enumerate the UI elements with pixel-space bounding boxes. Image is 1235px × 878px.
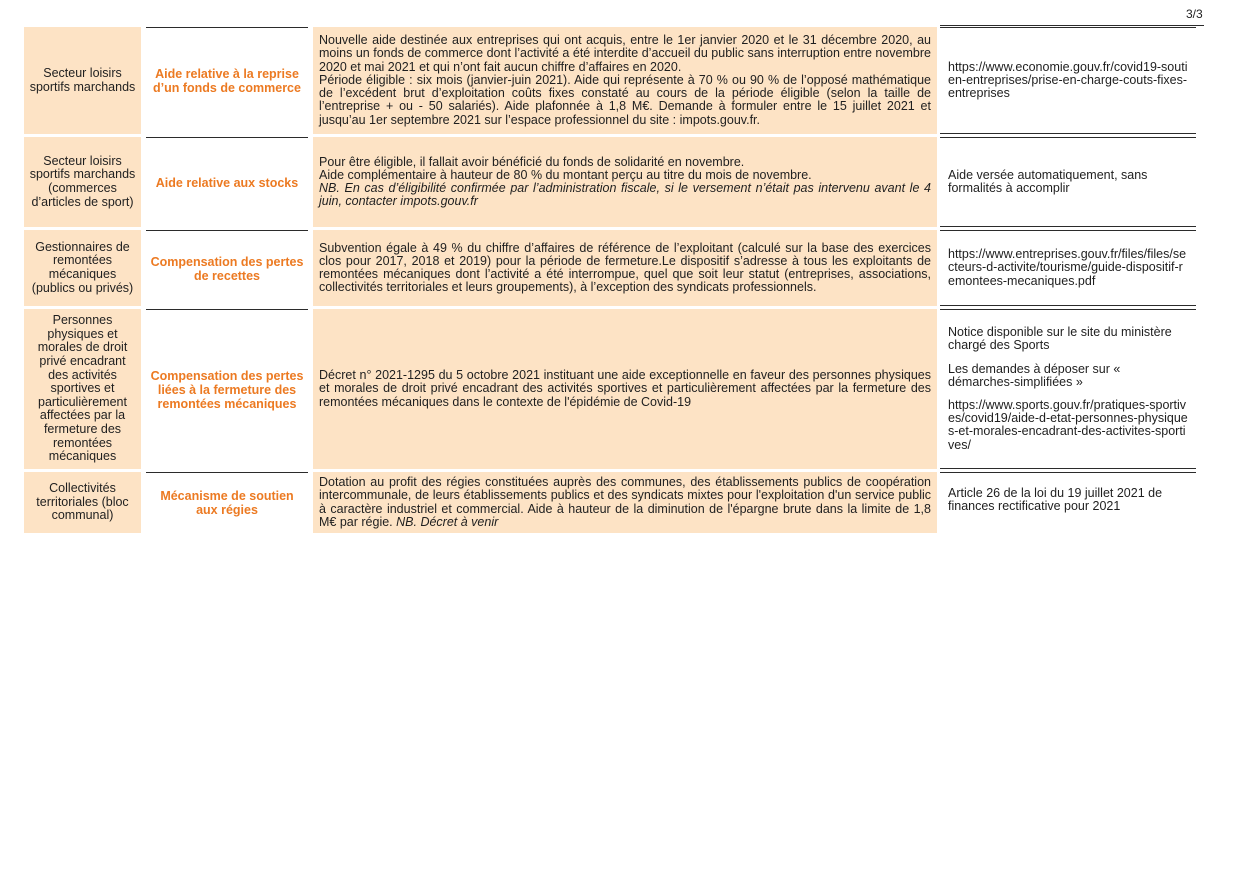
page-number: 3/3 <box>1186 7 1203 21</box>
table-row <box>24 472 1196 533</box>
aid-name-cell: Aide relative à la reprise d’un fonds de commerce <box>146 27 308 134</box>
description-paragraph: Subvention égale à 49 % du chiffre d’affaires de référence de l’exploitant (calculé sur la base des exercices clos pour 2017, 2018 et 2019) pour la période de fermeture.Le dispositif s’adresse à tous les exploitants de remontées mécaniques dont l’activité a été interrompue, quel que soit leur statut (entreprises, associations, collectivités territoriales et leurs groupements), à l’exception des syndicats professionnels. <box>319 240 931 295</box>
info-cell <box>940 230 1196 306</box>
aid-name-cell: Compensation des pertes liées à la fermeture des remontées mécaniques <box>146 309 308 469</box>
description-paragraph: Décret n° 2021-1295 du 5 octobre 2021 instituant une aide exceptionnelle en faveur des personnes physiques et morales de droit privé encadrant des activités sportives et particulièrement affectées par la fermeture des remontées mécaniques dans le contexte de l'épidémie de Covid-19 <box>319 368 931 409</box>
description-paragraph: Aide complémentaire à hauteur de 80 % du montant perçu au titre du mois de novembre. <box>319 167 812 182</box>
info-text: Article 26 de la loi du 19 juillet 2021 de finances rectificative pour 2021 <box>948 486 1163 514</box>
info-cell <box>940 27 1196 134</box>
description-cell <box>313 309 937 469</box>
beneficiary-cell: Collectivités territoriales (bloc communal) <box>24 472 141 533</box>
info-link[interactable]: https://www.sports.gouv.fr/pratiques-sportives/covid19/aide-d-etat-personnes-physiques-et-morales-encadrant-des-activites-sportives/ <box>948 398 1188 452</box>
info-text: Aide versée automatiquement, sans formalités à accomplir <box>948 167 1148 195</box>
table-row <box>24 309 1196 469</box>
description-paragraph: Nouvelle aide destinée aux entreprises qui ont acquis, entre le 1er janvier 2020 et le 31 décembre 2020, au moins un fonds de commerce dont l’activité a été interdite d’accueil du public sans interruption entre novembre 2020 et mai 2021 et qui n’ont fait aucun chiffre d’affaires en 2020. <box>319 33 931 74</box>
description-cell <box>313 472 937 533</box>
info-cell <box>940 472 1196 533</box>
description-cell <box>313 137 937 227</box>
info-text: Les demandes à déposer sur « démarches-simplifiées » <box>948 361 1121 389</box>
aid-name-cell: Mécanisme de soutien aux régies <box>146 472 308 533</box>
beneficiary-cell: Gestionnaires de remontées mécaniques (publics ou privés) <box>24 230 141 306</box>
aid-name-cell: Compensation des pertes de recettes <box>146 230 308 306</box>
description-paragraph <box>319 476 931 529</box>
table-row <box>24 137 1196 227</box>
description-cell <box>313 230 937 306</box>
description-paragraph: Période éligible : six mois (janvier-juin 2021). Aide qui représente à 70 % ou 90 % de l’opposé mathématique de l’excédent brut d’exploitation coûts fixes constaté au cours de la période éligible (selon la taille de l’entreprise + ou - 50 salariés). Aide plafonnée à 1,8 M€. Demande à formuler entre le 15 juillet 2021 et jusqu’au 1er septembre 2021 sur l’espace professionnel du site : impots.gouv.fr. <box>319 72 931 127</box>
description-cell <box>313 27 937 134</box>
info-text: Notice disponible sur le site du ministère chargé des Sports <box>948 325 1172 353</box>
description-text: Dotation au profit des régies constituées auprès des communes, des établissements publics de coopération intercommunale, de leurs établissements publics et des syndicats mixtes pour l'exploitation d'un service public à caractère industriel et commercial. Aide à hauteur de la diminution de l'épargne brute dans la limite de 1,8 M€ par régie. <box>319 475 931 529</box>
beneficiary-cell: Secteur loisirs sportifs marchands (commerces d’articles de sport) <box>24 137 141 227</box>
description-note: NB. En cas d’éligibilité confirmée par l’administration fiscale, si le versement n’était pas intervenu avant le 4 juin, contacter impots.gouv.fr <box>319 181 931 209</box>
info-cell <box>940 309 1196 469</box>
beneficiary-cell: Secteur loisirs sportifs marchands <box>24 27 141 134</box>
info-link[interactable]: https://www.economie.gouv.fr/covid19-soutien-entreprises/prise-en-charge-couts-fixes-entreprises <box>948 59 1188 101</box>
top-divider <box>940 25 1204 26</box>
description-note: NB. Décret à venir <box>396 514 499 529</box>
aid-table <box>24 27 1196 533</box>
info-cell <box>940 137 1196 227</box>
description-paragraph: Pour être éligible, il fallait avoir bénéficié du fonds de solidarité en novembre. <box>319 154 745 169</box>
info-link[interactable]: https://www.entreprises.gouv.fr/files/files/secteurs-d-activite/tourisme/guide-dispositif-remontees-mecaniques.pdf <box>948 247 1187 288</box>
table-row <box>24 27 1196 134</box>
beneficiary-cell: Personnes physiques et morales de droit privé encadrant des activités sportives et particulièrement affectées par la fermeture des remontées mécaniques <box>24 309 141 469</box>
aid-name-cell: Aide relative aux stocks <box>146 137 308 227</box>
table-row <box>24 230 1196 306</box>
